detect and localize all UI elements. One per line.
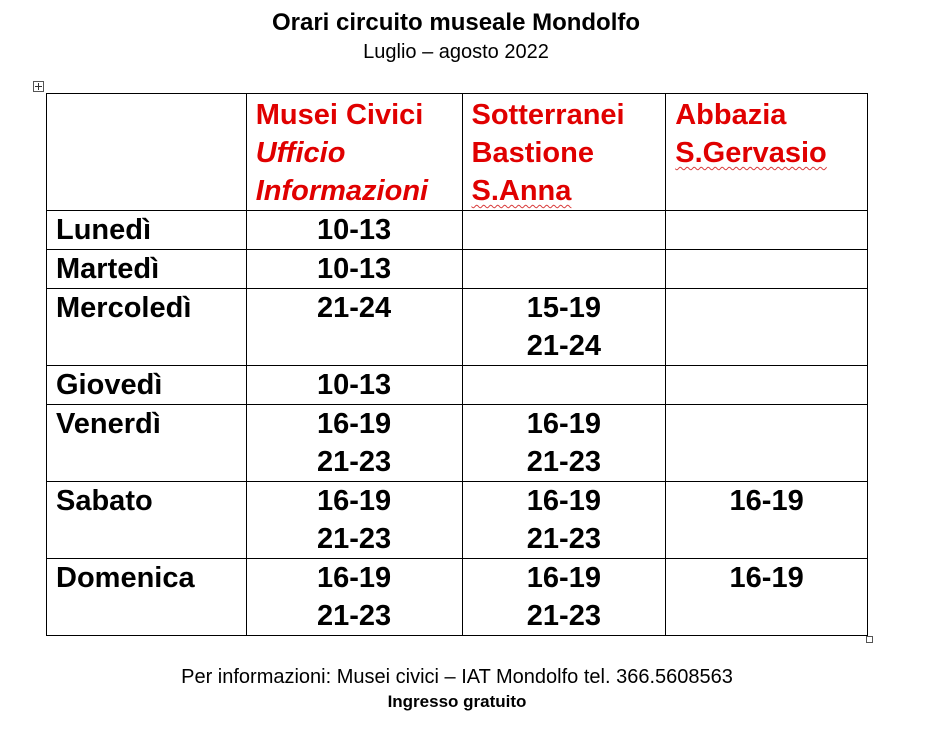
time-cell-sotterranei	[462, 289, 666, 366]
time-cell-abbazia	[666, 289, 868, 366]
time-slot: 16-19	[526, 485, 601, 517]
time-cell-abbazia	[666, 211, 868, 250]
time-slot: 21-23	[317, 523, 392, 555]
time-slot: 21-23	[317, 600, 392, 632]
time-cell-sotterranei	[462, 366, 666, 405]
time-cell-musei	[246, 289, 462, 366]
day-cell: Lunedì	[47, 211, 247, 250]
time-cell-musei	[246, 366, 462, 405]
time-cell-sotterranei	[462, 211, 666, 250]
time-slot: 21-24	[526, 330, 601, 362]
table-row	[47, 250, 868, 289]
header-line: S.Gervasio	[675, 137, 827, 169]
table-row	[47, 366, 868, 405]
table-move-handle-icon[interactable]	[33, 81, 44, 92]
table-row	[47, 482, 868, 559]
time-slot: 16-19	[526, 562, 601, 594]
time-slot: 16-19	[729, 562, 804, 594]
time-cell-abbazia	[666, 366, 868, 405]
time-slot: 15-19	[526, 292, 601, 324]
time-slot: 16-19	[729, 485, 804, 517]
header-cell-musei-civici	[246, 94, 462, 211]
time-cell-musei	[246, 211, 462, 250]
time-cell-abbazia	[666, 250, 868, 289]
header-line: S.Anna	[471, 175, 572, 207]
header-line: Musei Civici	[255, 99, 424, 131]
time-cell-musei	[246, 559, 462, 636]
time-cell-sotterranei	[462, 559, 666, 636]
time-slot: 21-24	[317, 292, 392, 324]
header-line: Informazioni	[255, 175, 429, 207]
day-cell: Sabato	[47, 482, 247, 559]
time-slot: 21-23	[526, 523, 601, 555]
time-slot: 16-19	[317, 485, 392, 517]
time-cell-sotterranei	[462, 405, 666, 482]
table-row	[47, 289, 868, 366]
document-subtitle: Luglio – agosto 2022	[363, 41, 549, 63]
table-row	[47, 211, 868, 250]
table-resize-handle-icon[interactable]	[866, 636, 873, 643]
time-slot: 16-19	[526, 408, 601, 440]
header-cell-abbazia	[666, 94, 868, 211]
day-cell: Mercoledì	[47, 289, 247, 366]
footer-info: Per informazioni: Musei civici – IAT Mondolfo tel. 366.5608563	[181, 666, 733, 688]
time-cell-musei	[246, 482, 462, 559]
time-slot: 10-13	[317, 253, 392, 285]
time-slot: 16-19	[317, 562, 392, 594]
schedule-table	[46, 93, 868, 636]
document-title: Orari circuito museale Mondolfo	[271, 9, 641, 36]
time-slot: 21-23	[526, 600, 601, 632]
header-line: Bastione	[471, 137, 594, 169]
time-cell-musei	[246, 250, 462, 289]
time-slot: 10-13	[317, 369, 392, 401]
day-cell: Venerdì	[47, 405, 247, 482]
table-header-row	[47, 94, 868, 211]
header-line: Abbazia	[675, 99, 787, 131]
footer-entry-note: Ingresso gratuito	[387, 692, 527, 711]
header-line: Ufficio	[255, 137, 346, 169]
time-cell-musei	[246, 405, 462, 482]
time-slot: 21-23	[317, 446, 392, 478]
time-cell-abbazia	[666, 405, 868, 482]
header-cell-empty	[47, 94, 247, 211]
time-slot: 21-23	[526, 446, 601, 478]
header-cell-sotterranei	[462, 94, 666, 211]
time-cell-abbazia	[666, 482, 868, 559]
time-slot: 16-19	[317, 408, 392, 440]
header-line: Sotterranei	[471, 99, 625, 131]
table-row	[47, 405, 868, 482]
day-cell: Giovedì	[47, 366, 247, 405]
time-cell-sotterranei	[462, 250, 666, 289]
day-cell: Domenica	[47, 559, 247, 636]
time-cell-sotterranei	[462, 482, 666, 559]
time-cell-abbazia	[666, 559, 868, 636]
time-slot: 10-13	[317, 214, 392, 246]
table-row	[47, 559, 868, 636]
day-cell: Martedì	[47, 250, 247, 289]
